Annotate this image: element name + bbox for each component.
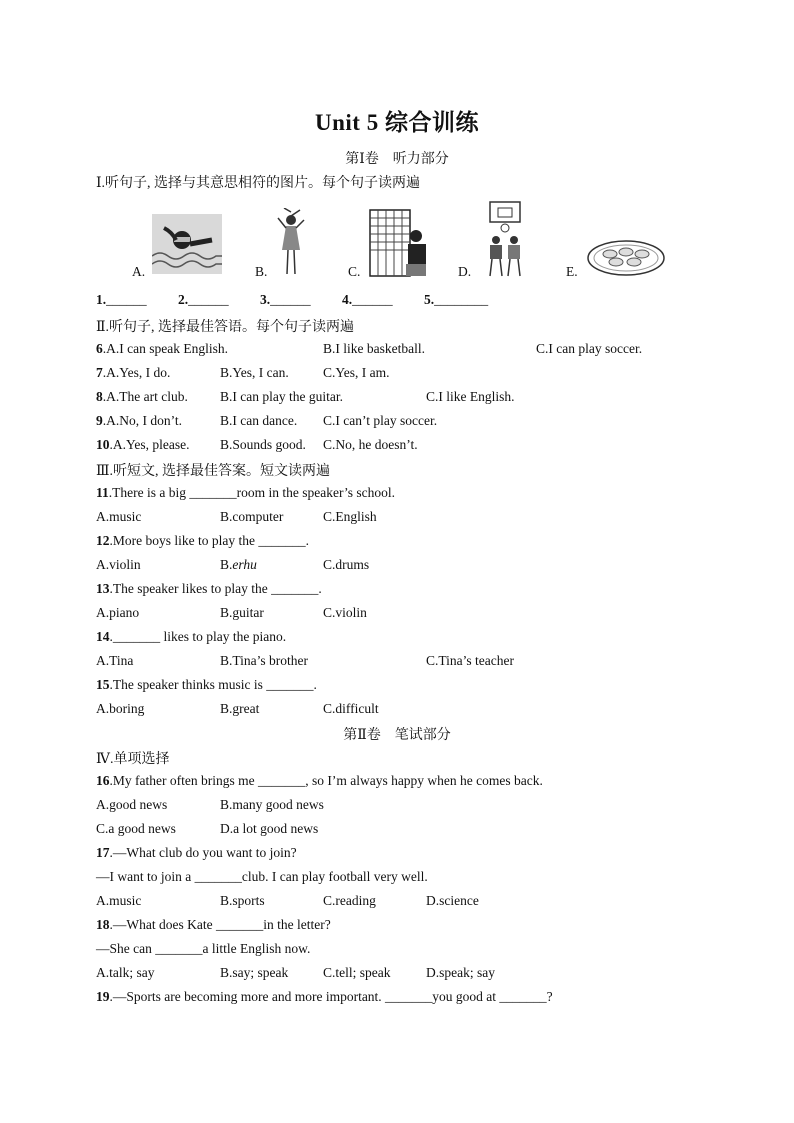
question-6: 6.A.I can speak English. [96,341,228,356]
question-7: 7.A.Yes, I do. [96,365,171,380]
question-16-option-c: C.a good news [96,821,176,836]
question-13-option-a: A.piano [96,605,140,620]
blank-3[interactable]: 3.______ [260,292,311,307]
question-6-option-b: B.I like basketball. [323,341,425,356]
question-8-option-b: B.I can play the guitar. [220,389,343,404]
question-15-option-c: C.difficult [323,701,379,716]
section-four-heading: Ⅳ.单项选择 [96,752,170,767]
question-11-option-c: C.English [323,509,377,524]
question-12: 12.More boys like to play the _______. [96,533,309,548]
question-14-option-b: B.Tina’s brother [220,653,309,668]
question-6-option-c: C.I can play soccer. [536,341,643,356]
swimmer-picture [152,214,222,274]
question-16-option-a: A.good news [96,797,168,812]
question-14-option-c: C.Tina’s teacher [426,653,514,668]
question-9-option-b: B.I can dance. [220,413,298,428]
section-three-heading: Ⅲ.听短文, 选择最佳答案。短文读两遍 [96,464,331,479]
question-11-option-a: A.music [96,509,142,524]
question-14: 14._______ likes to play the piano. [96,629,287,644]
picture-label-b: B. [255,264,268,279]
question-18-option-c: C.tell; speak [323,965,391,980]
question-13: 13.The speaker likes to play the _______. [96,581,322,596]
picture-label-e: E. [566,264,578,279]
question-12-option-c: C.drums [323,557,370,572]
question-9: 9.A.No, I don’t. [96,413,182,428]
question-14-option-a: A.Tina [96,653,134,668]
basketball-picture [482,200,528,278]
part-two-heading: 第Ⅱ卷 笔试部分 [343,728,451,743]
section-one-heading: Ⅰ.听句子, 选择与其意思相符的图片。每个句子读两遍 [96,176,421,191]
question-16: 16.My father often brings me _______, so I’m always happy when he comes back. [96,773,543,788]
question-15: 15.The speaker thinks music is _______. [96,677,317,692]
question-17-option-c: C.reading [323,893,376,908]
question-17-reply: —I want to join a _______club. I can play football very well. [96,869,428,884]
picture-label-a: A. [132,264,146,279]
picture-label-d: D. [458,264,472,279]
question-18-option-b: B.say; speak [220,965,289,980]
answer-blanks [96,292,516,308]
question-10-option-b: B.Sounds good. [220,437,306,452]
blank-5[interactable]: 5.________ [424,292,489,307]
question-11: 11.There is a big _______room in the speaker’s school. [96,485,395,500]
question-11-option-b: B.computer [220,509,284,524]
question-17-option-a: A.music [96,893,142,908]
blank-2[interactable]: 2.______ [178,292,229,307]
part-one-heading: 第Ⅰ卷 听力部分 [345,152,449,167]
question-10-option-c: C.No, he doesn’t. [323,437,418,452]
question-13-option-b: B.guitar [220,605,264,620]
blank-1[interactable]: 1.______ [96,292,147,307]
question-17-option-b: B.sports [220,893,265,908]
page-title: Unit 5 综合训练 [315,110,479,135]
question-17: 17.—What club do you want to join? [96,845,297,860]
question-18-option-d: D.speak; say [426,965,495,980]
question-16-option-b: B.many good news [220,797,324,812]
question-12-option-a: A.violin [96,557,141,572]
question-8: 8.A.The art club. [96,389,188,404]
question-18-reply: —She can _______a little English now. [96,941,311,956]
question-15-option-a: A.boring [96,701,145,716]
question-7-option-b: B.Yes, I can. [220,365,289,380]
dancer-picture [274,208,308,280]
question-18-option-a: A.talk; say [96,965,155,980]
question-7-option-c: C.Yes, I am. [323,365,390,380]
piano-picture [368,208,430,278]
question-10: 10.A.Yes, please. [96,437,190,452]
question-17-option-d: D.science [426,893,479,908]
question-12-option-b: B.erhu [220,557,257,572]
question-9-option-c: C.I can’t play soccer. [323,413,438,428]
question-16-option-d: D.a lot good news [220,821,319,836]
question-13-option-c: C.violin [323,605,367,620]
question-18: 18.—What does Kate _______in the letter? [96,917,331,932]
question-15-option-b: B.great [220,701,260,716]
question-8-option-c: C.I like English. [426,389,515,404]
dumplings-picture [586,238,666,278]
section-two-heading: Ⅱ.听句子, 选择最佳答语。每个句子读两遍 [96,320,355,335]
question-19: 19.—Sports are becoming more and more important. _______you good at _______? [96,989,553,1004]
blank-4[interactable]: 4.______ [342,292,393,307]
picture-label-c: C. [348,264,361,279]
